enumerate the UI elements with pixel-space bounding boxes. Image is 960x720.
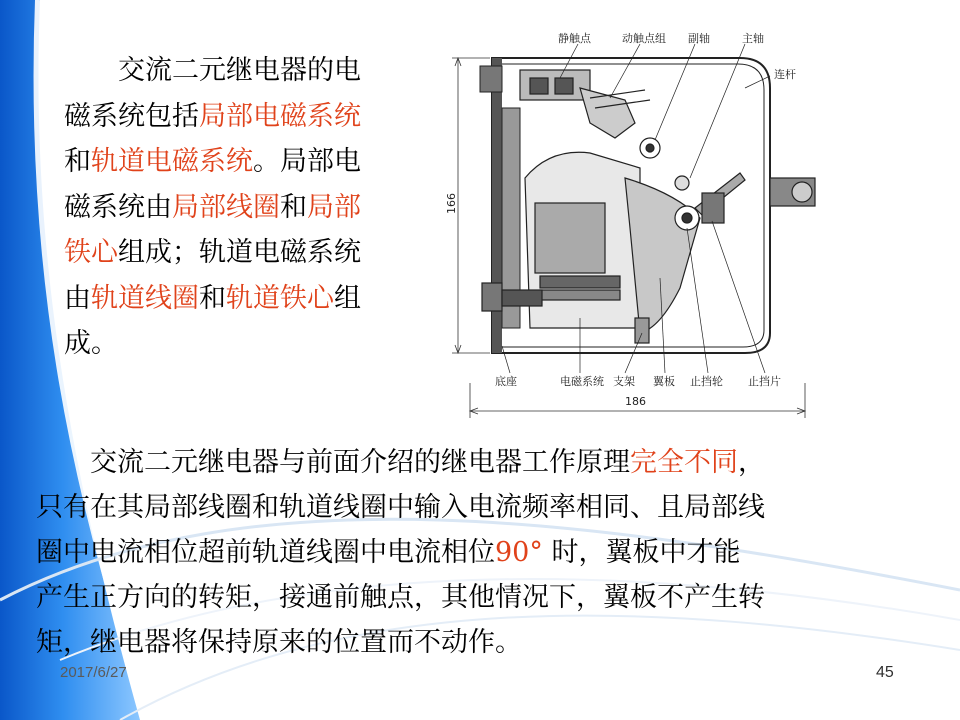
- highlight-term: 轨道铁心: [226, 282, 334, 314]
- dimension-width-label: 186: [625, 395, 646, 408]
- label-main-shaft: 主轴: [742, 32, 764, 45]
- label-stop-plate: 止挡片: [748, 375, 781, 388]
- contact-assembly: [520, 70, 650, 138]
- body-text: 组成。: [64, 282, 361, 359]
- highlight-term: 轨道电磁系统: [91, 146, 253, 177]
- label-static-contact: 静触点: [558, 32, 591, 45]
- principle-line-5: 矩，继电器将保持原来的位置而不动作。: [36, 627, 522, 658]
- principle-line-2: 只有在其局部线圈和轨道线圈中输入电流频率相同、且局部线: [36, 492, 765, 523]
- dimension-height-label: 166: [445, 193, 458, 214]
- body-text: 交流二元继电器的电磁系统包括: [64, 55, 361, 132]
- paragraph-electromagnetic-system: [64, 48, 364, 367]
- body-text: 和: [199, 282, 226, 314]
- label-moving-contact-group: 动触点组: [622, 32, 666, 45]
- body-text: 组成；轨道电磁系统由: [64, 237, 361, 314]
- highlight-term: 局部铁心: [64, 191, 361, 268]
- label-secondary-shaft: 副轴: [688, 32, 710, 45]
- relay-structure-diagram: [440, 28, 830, 423]
- highlight-90-degrees: 90°: [495, 537, 543, 568]
- label-vane: 翼板: [653, 375, 675, 388]
- label-stop-wheel: 止挡轮: [690, 375, 723, 388]
- page-number: 45: [876, 664, 894, 681]
- highlight-completely-different: 完全不同: [630, 447, 738, 478]
- principle-line-4: 产生正方向的转矩，接通前触点，其他情况下，翼板不产生转: [36, 582, 765, 613]
- label-bracket: 支架: [613, 375, 635, 388]
- principle-line-3: 圈中电流相位超前轨道线圈中电流相位90° 时，翼板中才能: [36, 537, 741, 568]
- highlight-term: 局部线圈: [172, 191, 280, 223]
- body-text: 和: [280, 191, 307, 223]
- label-electromagnetic-system: 电磁系统: [560, 375, 604, 388]
- highlight-term: 局部电磁系统: [199, 100, 361, 132]
- body-text: 和: [64, 146, 91, 177]
- paragraph-working-principle: [36, 440, 926, 665]
- label-connecting-rod: 连杆: [774, 68, 796, 81]
- highlight-term: 轨道线圈: [91, 282, 199, 314]
- footer-date: 2017/6/27: [60, 664, 127, 681]
- body-text: 。局部电磁系统由: [64, 146, 361, 223]
- principle-line-1: 交流二元继电器与前面介绍的继电器工作原理完全不同，: [36, 447, 765, 478]
- label-base: 底座: [495, 375, 517, 388]
- connecting-rod: [695, 173, 815, 223]
